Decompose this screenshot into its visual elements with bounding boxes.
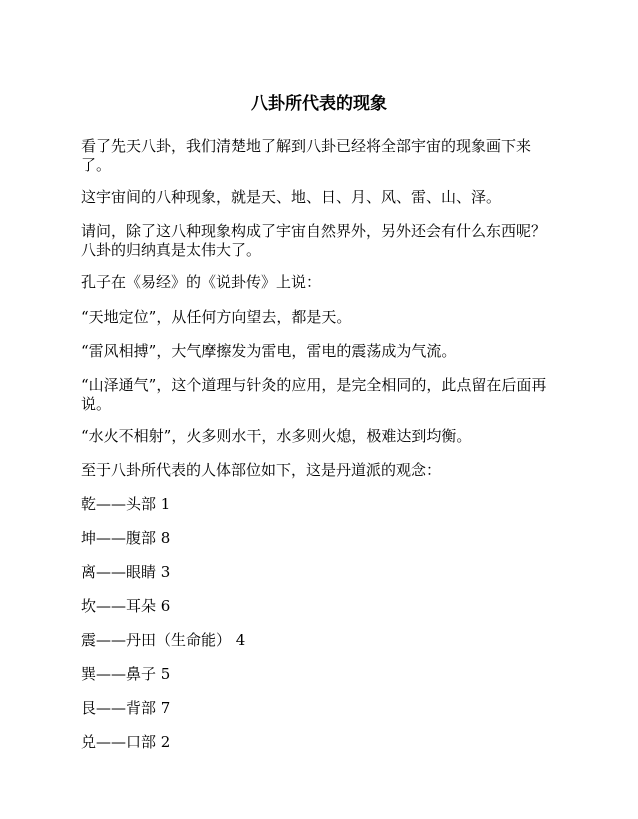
paragraph: “水火不相射”，火多则水干，水多则火熄，极难达到均衡。 [81, 427, 472, 445]
paragraph: 看了先天八卦，我们清楚地了解到八卦已经将全部宇宙的现象画下来了。 [81, 137, 532, 174]
paragraph: 这宇宙间的八种现象，就是天、地、日、月、风、雷、山、泽。 [81, 188, 502, 206]
body-part-item: 坎——耳朵 6 [81, 597, 171, 615]
paragraph: “山泽通气”，这个道理与针灸的应用，是完全相同的，此点留在后面再说。 [81, 376, 547, 413]
body-part-item: 震——丹田（生命能） 4 [81, 631, 246, 649]
body-part-item: 坤——腹部 8 [81, 529, 171, 547]
paragraph: “雷风相搏”，大气摩擦发为雷电，雷电的震荡成为气流。 [81, 342, 457, 360]
paragraph: “天地定位”，从任何方向望去，都是天。 [81, 308, 352, 326]
paragraph: 孔子在《易经》的《说卦传》上说： [81, 273, 322, 291]
body-part-item: 离——眼睛 3 [81, 563, 171, 581]
body-part-item: 艮——背部 7 [81, 699, 171, 717]
paragraph: 请问，除了这八种现象构成了宇宙自然界外，另外还会有什么东西呢？八卦的归纳真是太伟大了。 [81, 222, 547, 259]
body-part-item: 兑——口部 2 [81, 733, 171, 751]
body-part-item: 乾——头部 1 [81, 495, 171, 513]
body-part-item: 巽——鼻子 5 [81, 665, 171, 683]
paragraph: 至于八卦所代表的人体部位如下，这是丹道派的观念： [81, 461, 442, 479]
page-title: 八卦所代表的现象 [251, 94, 387, 114]
